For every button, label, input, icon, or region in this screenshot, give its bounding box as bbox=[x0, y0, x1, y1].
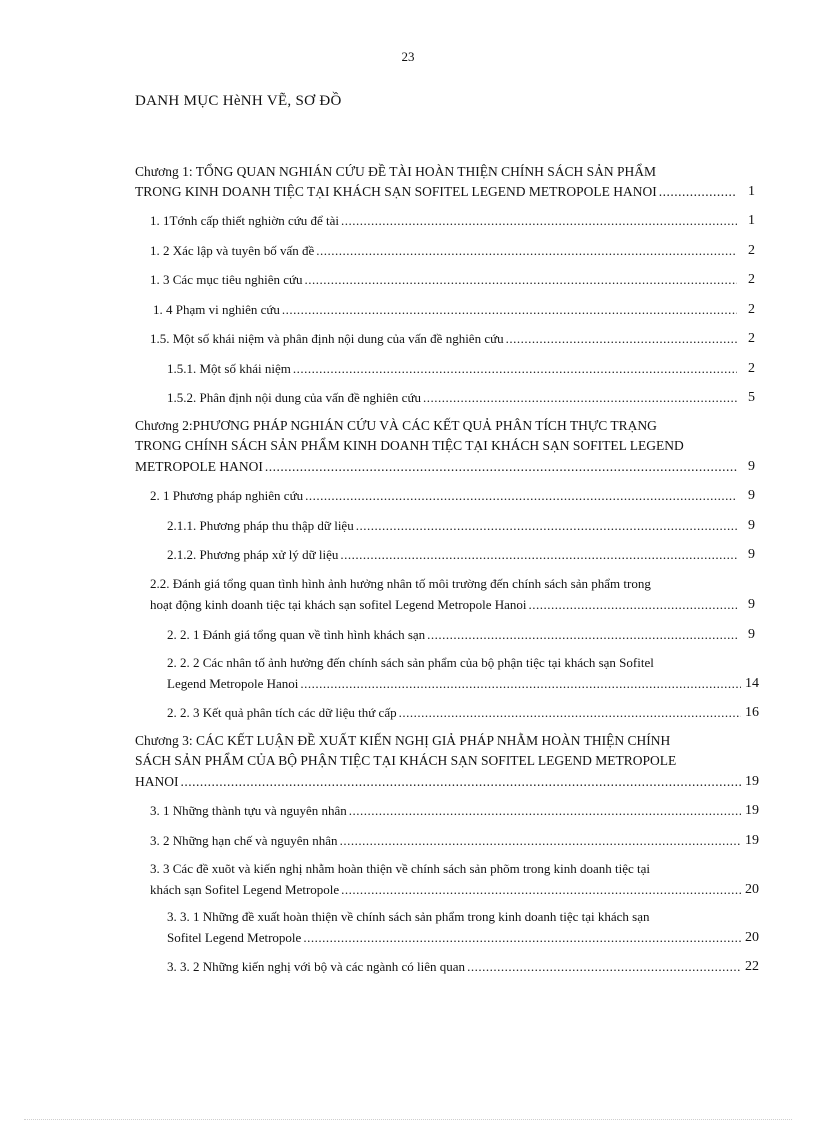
toc-entry-3-3-1[interactable] bbox=[167, 927, 759, 948]
toc-entry-3-1[interactable] bbox=[150, 800, 759, 821]
toc-page-number: 2 bbox=[748, 302, 755, 317]
leader-dots bbox=[316, 240, 737, 261]
leader-dots bbox=[282, 299, 737, 320]
toc-page-number: 9 bbox=[748, 488, 755, 503]
toc-chapter-1-line-1: Chương 1: TỔNG QUAN NGHIÁN CỨU ĐỀ TÀI HOÀN THIỆN CHÍNH SÁCH SẢN PHẨM bbox=[135, 164, 657, 179]
leader-dots bbox=[300, 673, 741, 694]
toc-entry-1-3[interactable] bbox=[150, 269, 755, 290]
toc-entry-2-2-2[interactable] bbox=[167, 673, 759, 694]
toc-chapter-3-line-2: SÁCH SẢN PHẨM CỦA BỘ PHẬN TIỆC TẠI KHÁCH SẠN SOFITEL LEGEND METROPOLE bbox=[135, 753, 677, 768]
toc-page-number: 2 bbox=[748, 361, 755, 376]
toc-page-number: 20 bbox=[745, 930, 759, 945]
toc-chapter-1-line-2: TRONG KINH DOANH TIỆC TẠI KHÁCH SẠN SOFITEL LEGEND METROPOLE HANOI bbox=[135, 184, 657, 199]
toc-entry-label: 2. 2. 3 Kết quả phân tích các dữ liệu thứ cấp bbox=[167, 705, 397, 720]
toc-chapter-3-line-3: HANOI bbox=[135, 774, 179, 789]
toc-entry-3-3-2[interactable] bbox=[167, 956, 759, 977]
toc-page-number: 9 bbox=[748, 627, 755, 642]
toc-entry-label: 2.1.2. Phương pháp xử lý dữ liệu bbox=[167, 547, 339, 562]
toc-entry-label: 1. 2 Xác lập và tuyên bố vấn đề bbox=[150, 243, 315, 258]
toc-entry-2-2[interactable] bbox=[150, 594, 755, 615]
leader-dots bbox=[303, 927, 741, 948]
toc-page-number: 2 bbox=[748, 272, 755, 287]
toc-page-number: 20 bbox=[745, 882, 759, 897]
toc-entry-3-2[interactable] bbox=[150, 830, 759, 851]
toc-entry-label: 1.5.2. Phân định nội dung của vấn đề nghiên cứu bbox=[167, 390, 422, 405]
toc-entry-1-2[interactable] bbox=[150, 240, 755, 261]
toc-entry-1-5-2[interactable] bbox=[167, 387, 755, 408]
toc-entry-label: 2.1.1. Phương pháp thu thập dữ liệu bbox=[167, 518, 354, 533]
toc-entry-1-5[interactable] bbox=[150, 328, 755, 349]
toc-entry-2-1-2[interactable] bbox=[167, 544, 755, 565]
leader-dots bbox=[265, 456, 737, 477]
toc-page-number: 19 bbox=[745, 803, 759, 818]
toc-entry-label: khách sạn Sofitel Legend Metropole bbox=[150, 882, 340, 897]
toc-page-number: 16 bbox=[745, 705, 759, 720]
toc-page-number: 14 bbox=[745, 676, 759, 691]
toc-entry-label: 2. 1 Phương pháp nghiên cứu bbox=[150, 488, 304, 503]
toc-entry-1-1[interactable] bbox=[150, 210, 755, 231]
toc-entry-label: 3. 1 Những thành tựu và nguyên nhân bbox=[150, 803, 347, 818]
toc-page-number: 1 bbox=[748, 184, 755, 199]
leader-dots bbox=[427, 624, 737, 645]
page-title: DANH MỤC HèNH VẼ, SƠ ĐỒ bbox=[135, 93, 342, 109]
toc-entry-label: 1. 3 Các mục tiêu nghiên cứu bbox=[150, 272, 303, 287]
toc-entry-label: 1. 4 Phạm vi nghiên cứu bbox=[153, 302, 280, 317]
toc-entry-label: 1.5. Một số khái niệm và phân định nội dung của vấn đề nghiên cứu bbox=[150, 331, 504, 346]
toc-entry-label: hoạt động kinh doanh tiệc tại khách sạn sofitel Legend Metropole Hanoi bbox=[150, 597, 527, 612]
toc-chapter-1[interactable] bbox=[135, 181, 755, 202]
toc-entry-label: 2. 2. 1 Đánh giá tổng quan về tình hình khách sạn bbox=[167, 627, 426, 642]
page-number: 23 bbox=[401, 49, 415, 64]
toc-entry-2-1-1[interactable] bbox=[167, 515, 755, 536]
toc-page-number: 22 bbox=[745, 959, 759, 974]
toc-entry-3-3-1-line-1: 3. 3. 1 Những đề xuất hoàn thiện về chính sách sản phẩm trong kinh doanh tiệc tại khách sạn bbox=[167, 909, 650, 924]
toc-entry-2-2-line-1: 2.2. Đánh giá tổng quan tình hình ảnh hưởng nhân tố môi trường đến chính sách sản phẩm trong bbox=[150, 576, 651, 591]
toc-entry-2-2-2-line-1: 2. 2. 2 Các nhân tố ảnh hưởng đến chính sách sản phẩm của bộ phận tiệc tại khách sạn Sofitel bbox=[167, 655, 654, 670]
toc-entry-2-2-1[interactable] bbox=[167, 624, 755, 645]
toc-page-number: 19 bbox=[745, 774, 759, 789]
leader-dots bbox=[506, 328, 737, 349]
leader-dots bbox=[293, 358, 737, 379]
leader-dots bbox=[423, 387, 737, 408]
toc-entry-label: 3. 2 Những hạn chế và nguyên nhân bbox=[150, 833, 338, 848]
leader-dots bbox=[467, 956, 741, 977]
leader-dots bbox=[341, 879, 741, 900]
toc-chapter-2[interactable] bbox=[135, 456, 755, 477]
toc-page-number: 9 bbox=[748, 547, 755, 562]
toc-entry-2-1[interactable] bbox=[150, 485, 755, 506]
toc-entry-label: 3. 3. 2 Những kiến nghị với bộ và các ngành có liên quan bbox=[167, 959, 466, 974]
toc-page-number: 9 bbox=[748, 518, 755, 533]
toc-entry-label: 1. 1Tớnh cấp thiết nghiờn cứu để tài bbox=[150, 213, 340, 228]
toc-entry-label: Sofitel Legend Metropole bbox=[167, 930, 302, 945]
leader-dots bbox=[341, 210, 737, 231]
toc-chapter-3[interactable] bbox=[135, 771, 759, 792]
toc-page-number: 9 bbox=[748, 459, 755, 474]
toc-page-number: 9 bbox=[748, 597, 755, 612]
leader-dots bbox=[529, 594, 737, 615]
toc-page-number: 2 bbox=[748, 243, 755, 258]
toc-entry-3-3-line-1: 3. 3 Các đề xuõt và kiến nghị nhằm hoàn thiện về chính sách sản phõm trong kinh doanh tiệc tại bbox=[150, 861, 651, 876]
toc-entry-2-2-3[interactable] bbox=[167, 702, 759, 723]
toc-entry-1-4[interactable] bbox=[153, 299, 755, 320]
toc-chapter-2-line-2: TRONG CHÍNH SÁCH SẢN PHẨM KINH DOANH TIỆC TẠI KHÁCH SẠN SOFITEL LEGEND bbox=[135, 438, 684, 453]
leader-dots bbox=[659, 181, 737, 202]
toc-page-number: 1 bbox=[748, 213, 755, 228]
toc-entry-label: Legend Metropole Hanoi bbox=[167, 676, 299, 691]
toc-page-number: 2 bbox=[748, 331, 755, 346]
leader-dots bbox=[305, 269, 737, 290]
leader-dots bbox=[356, 515, 737, 536]
page-bottom-divider bbox=[24, 1119, 792, 1120]
toc-entry-label: 1.5.1. Một số khái niệm bbox=[167, 361, 291, 376]
leader-dots bbox=[399, 702, 741, 723]
leader-dots bbox=[181, 771, 742, 792]
toc-entry-1-5-1[interactable] bbox=[167, 358, 755, 379]
leader-dots bbox=[340, 544, 737, 565]
toc-chapter-3-line-1: Chương 3: CÁC KẾT LUẬN ĐỀ XUẤT KIẾN NGHỊ GIẢ PHÁP NHẰM HOÀN THIỆN CHÍNH bbox=[135, 733, 671, 748]
leader-dots bbox=[305, 485, 737, 506]
toc-page-number: 5 bbox=[748, 390, 755, 405]
toc-page-number: 19 bbox=[745, 833, 759, 848]
toc-chapter-2-line-3: METROPOLE HANOI bbox=[135, 459, 263, 474]
toc-entry-3-3[interactable] bbox=[150, 879, 759, 900]
leader-dots bbox=[340, 830, 741, 851]
toc-chapter-2-line-1: Chương 2:PHƯƠNG PHÁP NGHIÁN CỨU VÀ CÁC KẾT QUẢ PHÂN TÍCH THỰC TRẠNG bbox=[135, 418, 657, 433]
leader-dots bbox=[349, 800, 741, 821]
